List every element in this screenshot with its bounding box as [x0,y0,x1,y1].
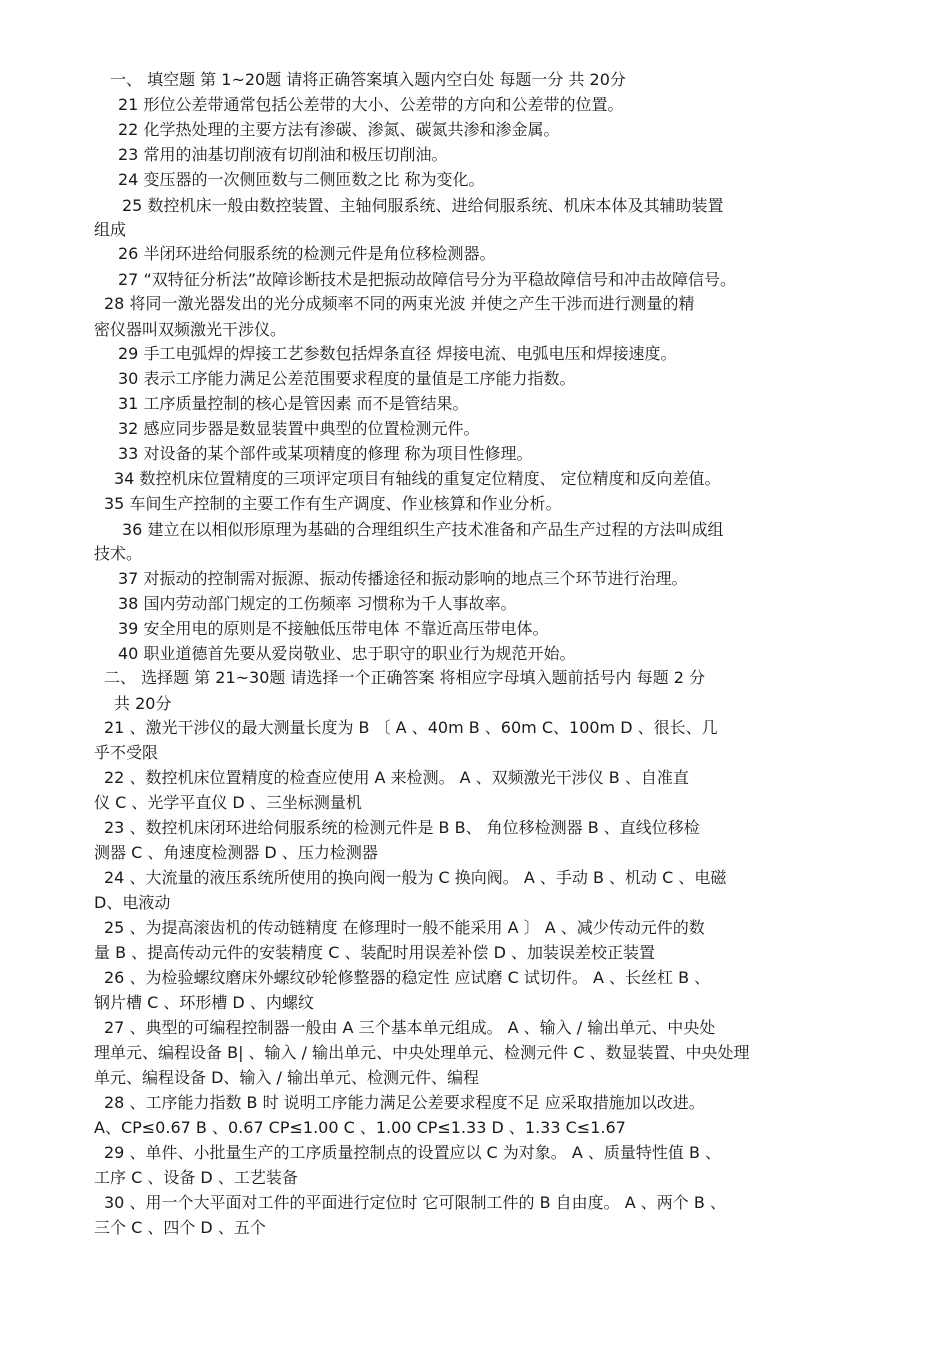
choice-item-21-cont: 乎不受限 [94,743,159,762]
choice-item-22-cont: 仪 C 、光学平直仪 D 、三坐标测量机 [94,793,362,812]
fill-item-26: 26 半闭环进给伺服系统的检测元件是角位移检测器。 [118,244,496,263]
choice-item-25: 25 、为提高滚齿机的传动链精度 在修理时一般不能采用 A 〕 A 、减少传动元件的数 [104,918,705,937]
fill-item-30: 30 表示工序能力满足公差范围要求程度的量值是工序能力指数。 [118,369,576,388]
fill-item-32: 32 感应同步器是数显装置中典型的位置检测元件。 [118,419,480,438]
choice-item-23-cont: 测器 C 、角速度检测器 D 、压力检测器 [94,843,378,862]
fill-item-31: 31 工序质量控制的核心是管因素 而不是管结果。 [118,394,469,413]
fill-item-29: 29 手工电弧焊的焊接工艺参数包括焊条直径 焊接电流、电弧电压和焊接速度。 [118,344,677,363]
section2-header-cont: 共 20分 [114,694,172,713]
fill-item-35: 35 车间生产控制的主要工作有生产调度、作业核算和作业分析。 [104,494,562,513]
choice-item-28-cont: A、CP≤0.67 B 、0.67 CP≤1.00 C 、1.00 CP≤1.33 D 、1.33 C≤1.67 [94,1118,626,1137]
fill-item-38: 38 国内劳动部门规定的工伤频率 习惯称为千人事故率。 [118,594,517,613]
choice-item-24: 24 、大流量的液压系统所使用的换向阀一般为 C 换向阀。 A 、手动 B 、机动 C 、电磁 [104,868,727,887]
fill-item-36-cont: 技术。 [94,544,143,563]
choice-item-26: 26 、为检验螺纹磨床外螺纹砂轮修整器的稳定性 应试磨 C 试切件。 A 、长丝杠 B 、 [104,968,711,987]
choice-item-26-cont: 钢片槽 C 、环形槽 D 、内螺纹 [94,993,314,1012]
fill-item-27: 27 “双特征分析法”故障诊断技术是把振动故障信号分为平稳故障信号和冲击故障信号。 [118,270,737,289]
choice-item-23: 23 、数控机床闭环进给伺服系统的检测元件是 B B、 角位移检测器 B 、直线位移检 [104,818,700,837]
choice-item-25-cont: 量 B 、提高传动元件的安装精度 C 、装配时用误差补偿 D 、加装误差校正装置 [94,943,655,962]
choice-item-30: 30 、用一个大平面对工件的平面进行定位时 它可限制工件的 B 自由度。 A 、两个 B 、 [104,1193,726,1212]
fill-item-28: 28 将同一激光器发出的光分成频率不同的两束光波 并使之产生干涉而进行测量的精 [104,294,695,313]
choice-item-29-cont: 工序 C 、设备 D 、工艺装备 [94,1168,298,1187]
choice-item-28: 28 、工序能力指数 B 时 说明工序能力满足公差要求程度不足 应采取措施加以改进。 [104,1093,705,1112]
choice-item-21: 21 、激光干涉仪的最大测量长度为 B 〔 A 、40m B 、60m C、100m D 、很长、几 [104,718,718,737]
choice-item-24-cont: D、电液动 [94,893,171,912]
fill-item-37: 37 对振动的控制需对振源、振动传播途径和振动影响的地点三个环节进行治理。 [118,569,688,588]
fill-item-22: 22 化学热处理的主要方法有渗碳、渗氮、碳氮共渗和渗金属。 [118,120,560,139]
fill-item-33: 33 对设备的某个部件或某项精度的修理 称为项目性修理。 [118,444,533,463]
fill-item-40: 40 职业道德首先要从爱岗敬业、忠于职守的职业行为规范开始。 [118,644,576,663]
choice-item-29: 29 、单件、小批量生产的工序质量控制点的设置应以 C 为对象。 A 、质量特性值 B 、 [104,1143,722,1162]
choice-item-22: 22 、数控机床位置精度的检查应使用 A 来检测。 A 、双频激光干涉仪 B 、自准直 [104,768,689,787]
section2-header: 二、 选择题 第 21~30题 请选择一个正确答案 将相应字母填入题前括号内 每题 2 分 [104,668,705,687]
fill-item-34: 34 数控机床位置精度的三项评定项目有轴线的重复定位精度、 定位精度和反向差值。 [114,469,721,488]
fill-item-21: 21 形位公差带通常包括公差带的大小、公差带的方向和公差带的位置。 [118,95,624,114]
fill-item-39: 39 安全用电的原则是不接触低压带电体 不靠近高压带电体。 [118,619,549,638]
fill-item-24: 24 变压器的一次侧匝数与二侧匝数之比 称为变化。 [118,170,485,189]
choice-item-27-cont: 理单元、编程设备 B| 、输入 / 输出单元、中央处理单元、检测元件 C 、数显装置、中央处理 [94,1043,750,1062]
section1-header: 一、 填空题 第 1~20题 请将正确答案填入题内空白处 每题一分 共 20分 [110,70,626,89]
fill-item-25-cont: 组成 [94,220,127,239]
fill-item-36: 36 建立在以相似形原理为基础的合理组织生产技术准备和产品生产过程的方法叫成组 [122,520,724,539]
fill-item-23: 23 常用的油基切削液有切削油和极压切削油。 [118,145,448,164]
fill-item-28-cont: 密仪器叫双频激光干涉仪。 [94,320,287,339]
fill-item-25: 25 数控机床一般由数控装置、主轴伺服系统、进给伺服系统、机床本体及其辅助装置 [122,196,724,215]
choice-item-27-cont2: 单元、编程设备 D、输入 / 输出单元、检测元件、编程 [94,1068,479,1087]
choice-item-27: 27 、典型的可编程控制器一般由 A 三个基本单元组成。 A 、输入 / 输出单元、中央处 [104,1018,716,1037]
choice-item-30-cont: 三个 C 、四个 D 、五个 [94,1218,266,1237]
